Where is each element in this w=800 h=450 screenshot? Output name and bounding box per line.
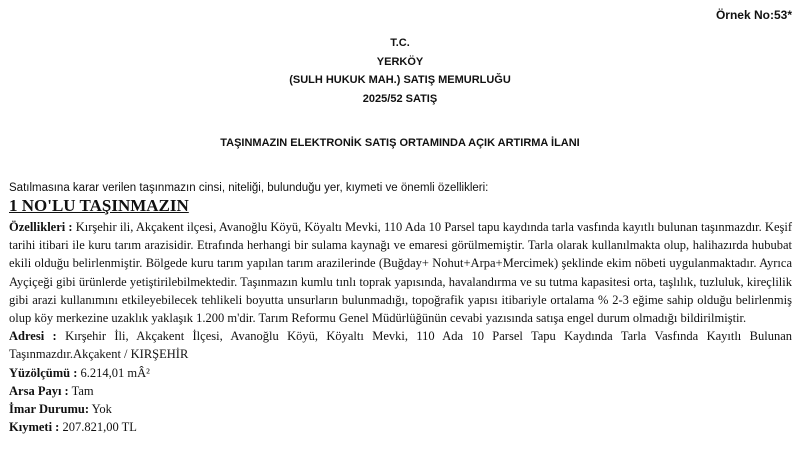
address-label: Adresi :	[9, 329, 57, 344]
area-value: 6.214,01 mÂ²	[80, 365, 150, 380]
header-district: YERKÖY	[376, 55, 424, 68]
header-office: (SULH HUKUK MAH.) SATIŞ MEMURLUĞU	[289, 74, 511, 86]
header-file-number: 2025/52 SATIŞ	[362, 92, 438, 105]
zoning-row	[9, 400, 792, 418]
features-value: Kırşehir ili, Akçakent ilçesi, Avanoğlu Köyü, Köyaltı Mevki, 110 Ada 10 Parsel tapu kaydında tarla vasfında kayıtlı bulunan taşınmazdır. Keşif tarihi itibari ile kuru tarım arazisidir. Etrafında herhangi bir sulama kaynağı ve emaresi görülmemiştir. Tarla olarak kullanılmakta olup, halihazırda hububat ekili olduğu belirlenmiştir. Bölgede kuru tarım yapılan tarım arazilerinde (Buğday+ Nohut+Arpa+Mercimek) şeklinde ekim nöbeti uygulanmaktadır. Ayrıca Ayçiçeği gibi ürünlerde yetiştirilebilmektedir. Taşınmazın kumlu tınlı toprak yapısında, havalandırma ve su tutma kapasitesi orta, taşlılık, tuzluluk, kireçlilik gibi arazi kullanımını etkileyebilecek tehlikeli boyutta unsurların bulunmadığı, topoğrafik yapısı itibariyle ortalama % 2-3 eğime sahip olduğu belirlenmiş olup köy merkezine uzaklık yaklaşık 1.200 m'dir. Tarım Reformu Genel Müdürlüğünün cevabi yazısında satışa engel durum olmadığı bildirilmiştir.	[9, 220, 792, 326]
value-amount: 207.821,00 TL	[62, 420, 137, 435]
features-label: Özellikleri :	[9, 220, 73, 234]
header-country: T.C.	[390, 37, 410, 49]
intro-text: Satılmasına karar verilen taşınmazın cinsi, niteliği, bulunduğu yer, kıymeti ve önemli özellikleri:	[9, 182, 489, 194]
zoning-value: Yok	[91, 402, 112, 417]
land-share-label: Arsa Payı :	[9, 383, 69, 398]
address-value: Kırşehir İli, Akçakent İlçesi, Avanoğlu Köyü, Köyaltı Mevki, 110 Ada 10 Parsel Tapu Kaydında Tarla Vasfında Kayıtlı Bulunan Taşınmazdır.Akçakent / KIRŞEHİR	[9, 329, 792, 362]
land-share-row	[9, 382, 792, 400]
area-label: Yüzölçümü :	[9, 365, 78, 380]
sample-number: Örnek No:53*	[715, 8, 792, 22]
features-section	[9, 218, 792, 327]
value-label: Kıymeti :	[9, 420, 60, 435]
land-share-value: Tam	[71, 383, 94, 398]
address-section	[9, 327, 792, 363]
office-header	[0, 34, 800, 108]
value-row	[9, 418, 792, 436]
announcement-title: TAŞINMAZIN ELEKTRONİK SATIŞ ORTAMINDA AÇIK ARTIRMA İLANI	[220, 137, 580, 149]
area-row	[9, 364, 792, 382]
property-details	[9, 218, 792, 436]
zoning-label: İmar Durumu:	[9, 402, 89, 417]
property-title: 1 NO'LU TAŞINMAZIN	[9, 196, 189, 215]
